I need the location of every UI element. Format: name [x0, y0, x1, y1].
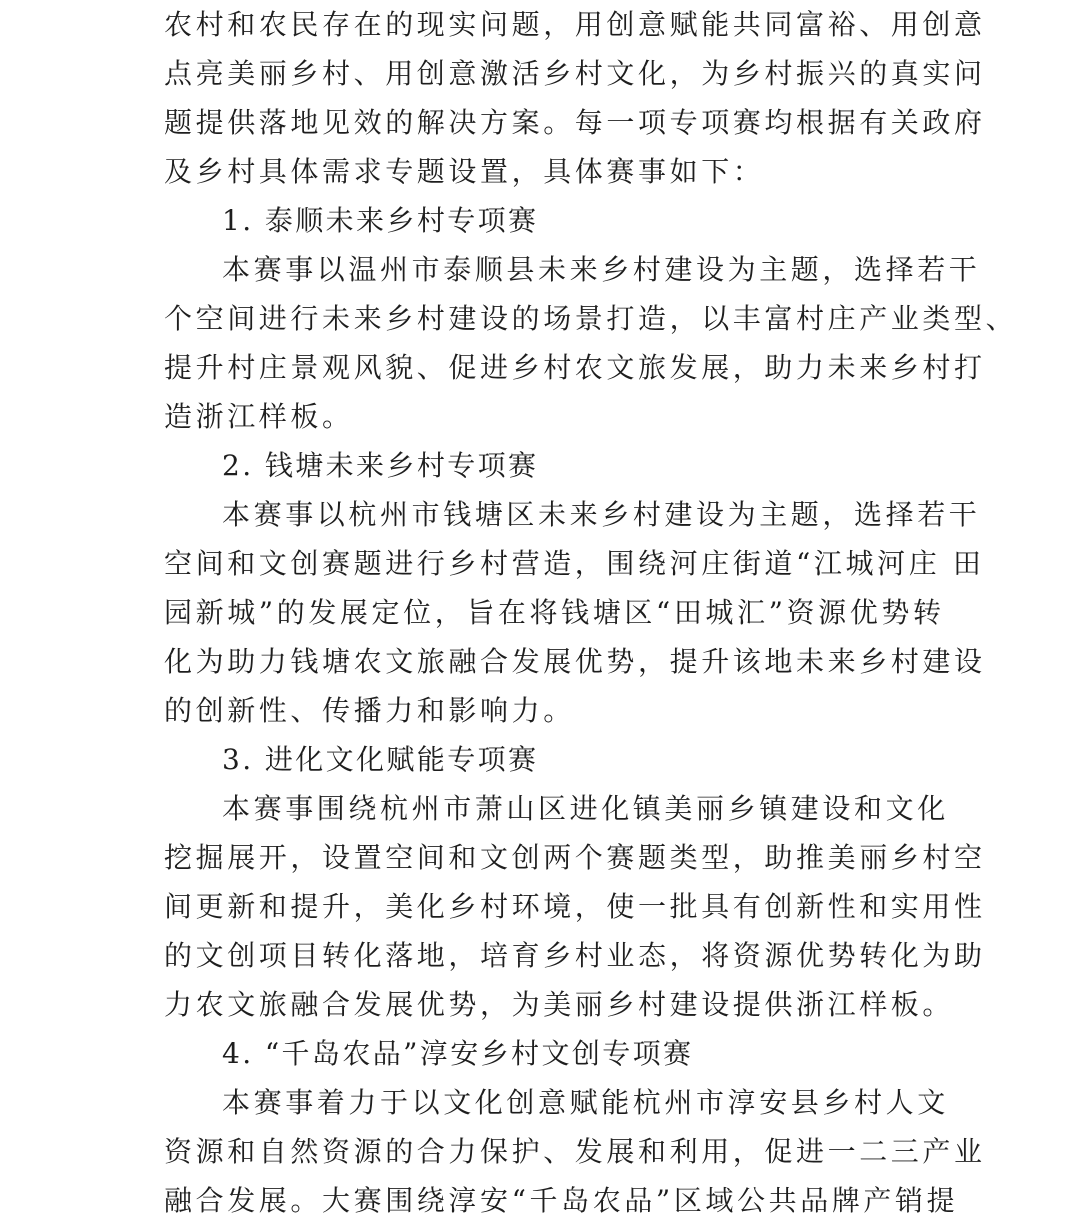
paragraph-line: 造浙江样板。: [164, 400, 354, 433]
paragraph-line: 的创新性、传播力和影响力。: [164, 694, 575, 727]
paragraph-line: 题提供落地见效的解决方案。每一项专项赛均根据有关政府: [164, 106, 986, 139]
paragraph-line: 力农文旅融合发展优势，为美丽乡村建设提供浙江样板。: [164, 988, 955, 1021]
paragraph-line: 及乡村具体需求专题设置，具体赛事如下：: [164, 155, 765, 188]
paragraph-line: 空间和文创赛题进行乡村营造，围绕河庄街道“江城河庄 田: [164, 547, 985, 580]
paragraph-line: 化为助力钱塘农文旅融合发展优势，提升该地未来乡村建设: [164, 645, 986, 678]
paragraph-line: 农村和农民存在的现实问题，用创意赋能共同富裕、用创意: [164, 8, 986, 41]
paragraph-line: 挖掘展开，设置空间和文创两个赛题类型，助推美丽乡村空: [164, 841, 986, 874]
section-heading: 1. 泰顺未来乡村专项赛: [222, 204, 539, 237]
paragraph-line: 资源和自然资源的合力保护、发展和利用，促进一二三产业: [164, 1135, 986, 1168]
paragraph-line: 园新城”的发展定位，旨在将钱塘区“田城汇”资源优势转: [164, 596, 945, 629]
section-heading: 4. “千岛农品”淳安乡村文创专项赛: [222, 1037, 694, 1070]
paragraph-line: 个空间进行未来乡村建设的场景打造，以丰富村庄产业类型、: [164, 302, 1018, 335]
paragraph-line: 融合发展。大赛围绕淳安“千岛农品”区域公共品牌产销提: [164, 1184, 959, 1217]
section-heading: 2. 钱塘未来乡村专项赛: [222, 449, 539, 482]
paragraph-line: 间更新和提升，美化乡村环境，使一批具有创新性和实用性: [164, 890, 986, 923]
section-heading: 3. 进化文化赋能专项赛: [222, 743, 539, 776]
paragraph-line: 本赛事围绕杭州市萧山区进化镇美丽乡镇建设和文化: [222, 792, 949, 825]
paragraph-line: 的文创项目转化落地，培育乡村业态，将资源优势转化为助: [164, 939, 986, 972]
paragraph-line: 点亮美丽乡村、用创意激活乡村文化，为乡村振兴的真实问: [164, 57, 986, 90]
paragraph-line: 本赛事以杭州市钱塘区未来乡村建设为主题，选择若干: [222, 498, 981, 531]
paragraph-line: 本赛事着力于以文化创意赋能杭州市淳安县乡村人文: [222, 1086, 949, 1119]
paragraph-line: 提升村庄景观风貌、促进乡村农文旅发展，助力未来乡村打: [164, 351, 986, 384]
paragraph-line: 本赛事以温州市泰顺县未来乡村建设为主题，选择若干: [222, 253, 981, 286]
